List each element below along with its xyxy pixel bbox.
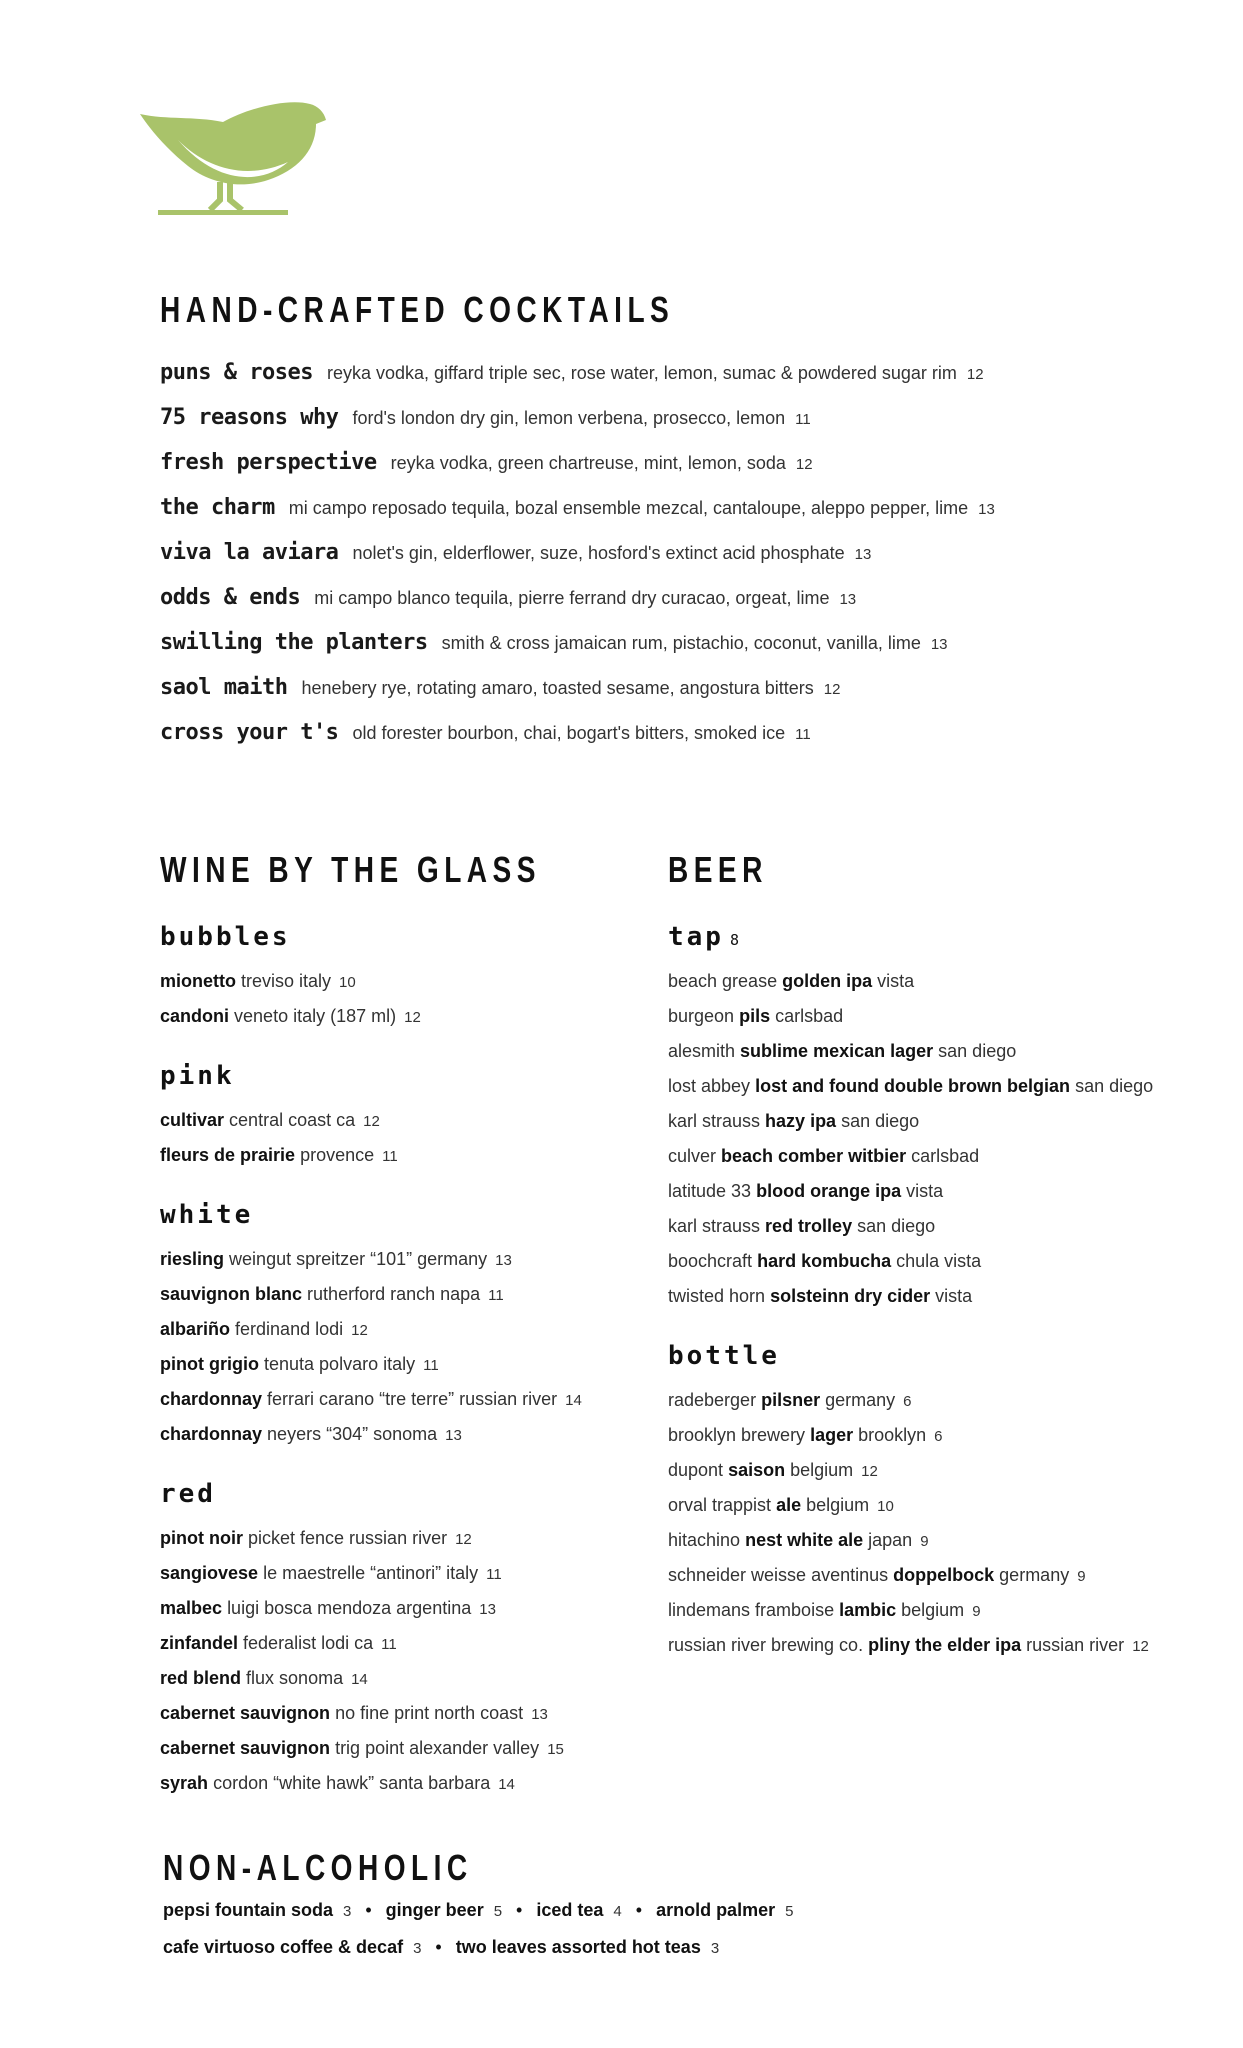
wine-desc: veneto italy (187 ml) — [234, 1006, 397, 1026]
wine-desc: trig point alexander valley — [335, 1738, 540, 1758]
wine-item — [160, 1626, 640, 1661]
beer-price: 10 — [877, 1498, 894, 1515]
beer-brewery: hitachino — [668, 1530, 741, 1550]
wine-desc: neyers “304” sonoma — [267, 1424, 438, 1444]
beer-item — [668, 1069, 1228, 1104]
cocktail-name: puns & roses — [160, 360, 313, 385]
beer-price: 6 — [934, 1428, 943, 1445]
wine-name: cabernet sauvignon — [160, 1703, 331, 1723]
wine-desc: central coast ca — [229, 1110, 356, 1130]
beer-price: 9 — [972, 1603, 981, 1620]
non-alcoholic-price: 5 — [493, 1903, 503, 1920]
beer-style: red trolley — [765, 1216, 853, 1236]
beer-bottle-title: bottle — [668, 1341, 780, 1371]
non-alcoholic-price: 4 — [613, 1903, 622, 1920]
bird-logo-icon — [138, 100, 328, 226]
beer-item — [668, 1418, 1228, 1453]
beer-place: belgium — [806, 1495, 870, 1515]
beer-brewery: dupont — [668, 1460, 724, 1480]
non-alcoholic-name: pepsi fountain soda — [163, 1900, 334, 1920]
beer-brewery: twisted horn — [668, 1286, 766, 1306]
beer-brewery: lindemans framboise — [668, 1600, 835, 1620]
cocktail-name: viva la aviara — [160, 540, 339, 565]
non-alcoholic-price: 3 — [413, 1940, 422, 1957]
wine-heading: WINE BY THE GLASS — [160, 849, 541, 890]
cocktail-ingredients: mi campo blanco tequila, pierre ferrand dry curacao, orgeat, lime — [314, 588, 830, 608]
beer-price: 9 — [1077, 1568, 1086, 1585]
beer-style: lambic — [839, 1600, 897, 1620]
wine-name: mionetto — [160, 971, 236, 991]
wine-name: zinfandel — [160, 1633, 239, 1653]
cocktail-name: swilling the planters — [160, 630, 428, 655]
beer-style: hazy ipa — [765, 1111, 837, 1131]
beer-brewery: latitude 33 — [668, 1181, 752, 1201]
beer-brewery: beach grease — [668, 971, 778, 991]
wine-price: 12 — [404, 1009, 421, 1026]
wine-desc: luigi bosca mendoza argentina — [227, 1598, 472, 1618]
tap-title-text: tap — [668, 922, 724, 952]
wine-name: chardonnay — [160, 1424, 263, 1444]
cocktail-item — [160, 495, 1200, 540]
cocktail-name: cross your t's — [160, 720, 339, 745]
wine-price: 13 — [479, 1601, 496, 1618]
wine-item — [160, 1138, 640, 1173]
wine-desc: weingut spreitzer “101” germany — [229, 1249, 488, 1269]
wine-name: pinot noir — [160, 1528, 243, 1548]
beer-place: san diego — [1075, 1076, 1154, 1096]
beer-brewery: schneider weisse aventinus — [668, 1565, 889, 1585]
non-alcoholic-line-2 — [163, 1937, 719, 1958]
wine-item — [160, 1347, 640, 1382]
beer-place: san diego — [857, 1216, 936, 1236]
beer-heading: BEER — [668, 849, 768, 890]
beer-place: brooklyn — [858, 1425, 927, 1445]
wine-item — [160, 1591, 640, 1626]
beer-place: san diego — [938, 1041, 1017, 1061]
cocktail-price: 12 — [795, 456, 813, 473]
wine-name: pinot grigio — [160, 1354, 259, 1374]
cocktail-name: fresh perspective — [160, 450, 377, 475]
cocktail-ingredients: nolet's gin, elderflower, suze, hosford's extinct acid phosphate — [352, 543, 845, 563]
wine-price: 13 — [445, 1427, 462, 1444]
wine-item — [160, 1242, 640, 1277]
beer-brewery: orval trappist — [668, 1495, 772, 1515]
beer-place: carlsbad — [911, 1146, 980, 1166]
wine-name: red blend — [160, 1668, 242, 1688]
beer-style: golden ipa — [782, 971, 873, 991]
beer-item — [668, 1279, 1228, 1314]
beer-place: san diego — [841, 1111, 920, 1131]
non-alcoholic-name: cafe virtuoso coffee & decaf — [163, 1937, 404, 1957]
wine-name: cultivar — [160, 1110, 225, 1130]
wine-item — [160, 999, 640, 1034]
wine-price: 13 — [495, 1252, 512, 1269]
wine-list — [160, 922, 640, 1828]
non-alcoholic-line-1 — [163, 1900, 793, 1921]
beer-style: sublime mexican lager — [740, 1041, 934, 1061]
beer-item — [668, 1628, 1228, 1663]
wine-price: 11 — [423, 1357, 439, 1374]
bullet-separator: • — [365, 1900, 372, 1920]
beer-brewery: boochcraft — [668, 1251, 753, 1271]
wine-price: 12 — [363, 1113, 380, 1130]
wine-name: malbec — [160, 1598, 223, 1618]
wine-item — [160, 1382, 640, 1417]
cocktail-name: odds & ends — [160, 585, 301, 610]
non-alcoholic-name: arnold palmer — [656, 1900, 776, 1920]
beer-price: 12 — [1132, 1638, 1149, 1655]
beer-brewery: russian river brewing co. — [668, 1635, 864, 1655]
cocktail-ingredients: reyka vodka, giffard triple sec, rose water, lemon, sumac & powdered sugar rim — [326, 363, 957, 383]
bullet-separator: • — [516, 1900, 523, 1920]
cocktail-ingredients: old forester bourbon, chai, bogart's bitters, smoked ice — [352, 723, 786, 743]
beer-list — [668, 922, 1228, 1663]
non-alcoholic-heading: NON-ALCOHOLIC — [163, 1847, 473, 1888]
beer-place: russian river — [1026, 1635, 1125, 1655]
wine-desc: no fine print north coast — [335, 1703, 524, 1723]
beer-tap-title — [668, 922, 1228, 952]
wine-name: sauvignon blanc — [160, 1284, 303, 1304]
non-alcoholic-name: ginger beer — [385, 1900, 484, 1920]
cocktail-item — [160, 720, 1200, 765]
non-alcoholic-price: 3 — [710, 1940, 720, 1957]
beer-item — [668, 1383, 1228, 1418]
wine-section-title: pink — [160, 1061, 235, 1091]
wine-name: syrah — [160, 1773, 209, 1793]
wine-desc: treviso italy — [241, 971, 332, 991]
wine-desc: rutherford ranch napa — [307, 1284, 481, 1304]
cocktail-ingredients: mi campo reposado tequila, bozal ensemble mezcal, cantaloupe, aleppo pepper, lime — [288, 498, 969, 518]
cocktail-price: 13 — [930, 636, 948, 653]
wine-price: 13 — [531, 1706, 548, 1723]
wine-desc: tenuta polvaro italy — [264, 1354, 416, 1374]
wine-section-title: white — [160, 1200, 254, 1230]
beer-style: doppelbock — [893, 1565, 995, 1585]
beer-item — [668, 1593, 1228, 1628]
wine-item — [160, 1661, 640, 1696]
cocktail-item — [160, 675, 1200, 720]
non-alcoholic-name: iced tea — [536, 1900, 604, 1920]
beer-item — [668, 1488, 1228, 1523]
beer-place: belgium — [790, 1460, 854, 1480]
beer-item — [668, 1139, 1228, 1174]
beer-style: solsteinn dry cider — [770, 1286, 931, 1306]
beer-style: hard kombucha — [757, 1251, 892, 1271]
beer-brewery: karl strauss — [668, 1216, 761, 1236]
wine-name: fleurs de prairie — [160, 1145, 296, 1165]
wine-price: 15 — [547, 1741, 564, 1758]
wine-item — [160, 1521, 640, 1556]
beer-item — [668, 1034, 1228, 1069]
wine-name: chardonnay — [160, 1389, 263, 1409]
beer-item — [668, 1174, 1228, 1209]
beer-style: pliny the elder ipa — [868, 1635, 1022, 1655]
beer-brewery: culver — [668, 1146, 717, 1166]
beer-style: beach comber witbier — [721, 1146, 907, 1166]
wine-desc: cordon “white hawk” santa barbara — [213, 1773, 491, 1793]
beer-place: japan — [868, 1530, 913, 1550]
beer-place: germany — [999, 1565, 1070, 1585]
cocktail-item — [160, 360, 1200, 405]
wine-item — [160, 1696, 640, 1731]
cocktail-item — [160, 630, 1200, 675]
cocktail-ingredients: ford's london dry gin, lemon verbena, prosecco, lemon — [352, 408, 786, 428]
wine-price: 14 — [498, 1776, 515, 1793]
wine-name: sangiovese — [160, 1563, 259, 1583]
beer-place: belgium — [901, 1600, 965, 1620]
cocktail-item — [160, 585, 1200, 630]
wine-item — [160, 1103, 640, 1138]
beer-item — [668, 1244, 1228, 1279]
wine-desc: federalist lodi ca — [243, 1633, 374, 1653]
beer-item — [668, 964, 1228, 999]
beer-item — [668, 1104, 1228, 1139]
wine-item — [160, 1766, 640, 1801]
beer-style: blood orange ipa — [756, 1181, 902, 1201]
wine-price: 12 — [351, 1322, 368, 1339]
cocktail-item — [160, 450, 1200, 495]
cocktail-ingredients: reyka vodka, green chartreuse, mint, lemon, soda — [390, 453, 786, 473]
beer-price: 12 — [861, 1463, 878, 1480]
beer-style: lost and found double brown belgian — [755, 1076, 1071, 1096]
beer-place: germany — [825, 1390, 896, 1410]
bullet-separator: • — [435, 1937, 442, 1957]
wine-price: 14 — [351, 1671, 368, 1688]
beer-style: ale — [776, 1495, 802, 1515]
wine-name: albariño — [160, 1319, 231, 1339]
cocktail-price: 13 — [854, 546, 872, 563]
wine-section-title: bubbles — [160, 922, 291, 952]
cocktail-price: 12 — [966, 366, 984, 383]
tap-price: 8 — [729, 931, 739, 949]
beer-style: pilsner — [761, 1390, 821, 1410]
beer-item — [668, 1209, 1228, 1244]
beer-place: vista — [935, 1286, 973, 1306]
beer-style: nest white ale — [745, 1530, 864, 1550]
wine-item — [160, 1556, 640, 1591]
non-alcoholic-price: 5 — [785, 1903, 794, 1920]
beer-item — [668, 1453, 1228, 1488]
beer-item — [668, 1523, 1228, 1558]
non-alcoholic-name: two leaves assorted hot teas — [455, 1937, 701, 1957]
cocktail-name: saol maith — [160, 675, 288, 700]
cocktail-price: 13 — [978, 501, 995, 518]
beer-price: 6 — [903, 1393, 912, 1410]
beer-brewery: alesmith — [668, 1041, 736, 1061]
cocktail-price: 11 — [795, 726, 811, 743]
cocktail-item — [160, 540, 1200, 585]
bullet-separator: • — [635, 1900, 643, 1920]
wine-desc: ferdinand lodi — [235, 1319, 344, 1339]
cocktail-price: 13 — [839, 591, 857, 608]
beer-place: chula vista — [896, 1251, 982, 1271]
wine-price: 11 — [381, 1636, 397, 1653]
beer-style: lager — [810, 1425, 854, 1445]
beer-brewery: radeberger — [668, 1390, 757, 1410]
cocktail-name: the charm — [160, 495, 275, 520]
wine-name: riesling — [160, 1249, 225, 1269]
beer-place: vista — [906, 1181, 944, 1201]
cocktail-item — [160, 405, 1200, 450]
wine-desc: flux sonoma — [246, 1668, 344, 1688]
wine-desc: ferrari carano “tre terre” russian river — [267, 1389, 558, 1409]
non-alcoholic-price: 3 — [343, 1903, 352, 1920]
beer-item — [668, 1558, 1228, 1593]
wine-item — [160, 1417, 640, 1452]
wine-item — [160, 964, 640, 999]
beer-brewery: brooklyn brewery — [668, 1425, 806, 1445]
cocktail-price: 12 — [823, 681, 841, 698]
wine-name: cabernet sauvignon — [160, 1738, 331, 1758]
beer-price: 9 — [920, 1533, 929, 1550]
beer-place: vista — [877, 971, 915, 991]
wine-item — [160, 1312, 640, 1347]
wine-price: 12 — [455, 1531, 472, 1548]
cocktail-name: 75 reasons why — [160, 405, 339, 430]
wine-item — [160, 1731, 640, 1766]
wine-desc: le maestrelle “antinori” italy — [263, 1563, 479, 1583]
cocktail-list — [160, 360, 1200, 765]
wine-price: 11 — [382, 1148, 398, 1165]
beer-brewery: karl strauss — [668, 1111, 761, 1131]
wine-desc: provence — [300, 1145, 375, 1165]
wine-price: 11 — [488, 1287, 504, 1304]
wine-price: 11 — [486, 1566, 502, 1583]
cocktail-price: 11 — [795, 411, 811, 428]
cocktail-ingredients: henebery rye, rotating amaro, toasted sesame, angostura bitters — [301, 678, 814, 698]
beer-brewery: burgeon — [668, 1006, 735, 1026]
beer-item — [668, 999, 1228, 1034]
cocktail-ingredients: smith & cross jamaican rum, pistachio, coconut, vanilla, lime — [441, 633, 921, 653]
wine-item — [160, 1277, 640, 1312]
wine-price: 10 — [339, 974, 356, 991]
wine-section-title: red — [160, 1479, 216, 1509]
wine-name: candoni — [160, 1006, 230, 1026]
beer-place: carlsbad — [775, 1006, 844, 1026]
wine-desc: picket fence russian river — [248, 1528, 448, 1548]
beer-brewery: lost abbey — [668, 1076, 751, 1096]
cocktails-heading: HAND-CRAFTED COCKTAILS — [160, 289, 675, 330]
beer-style: pils — [739, 1006, 771, 1026]
wine-price: 14 — [565, 1392, 582, 1409]
beer-style: saison — [728, 1460, 786, 1480]
